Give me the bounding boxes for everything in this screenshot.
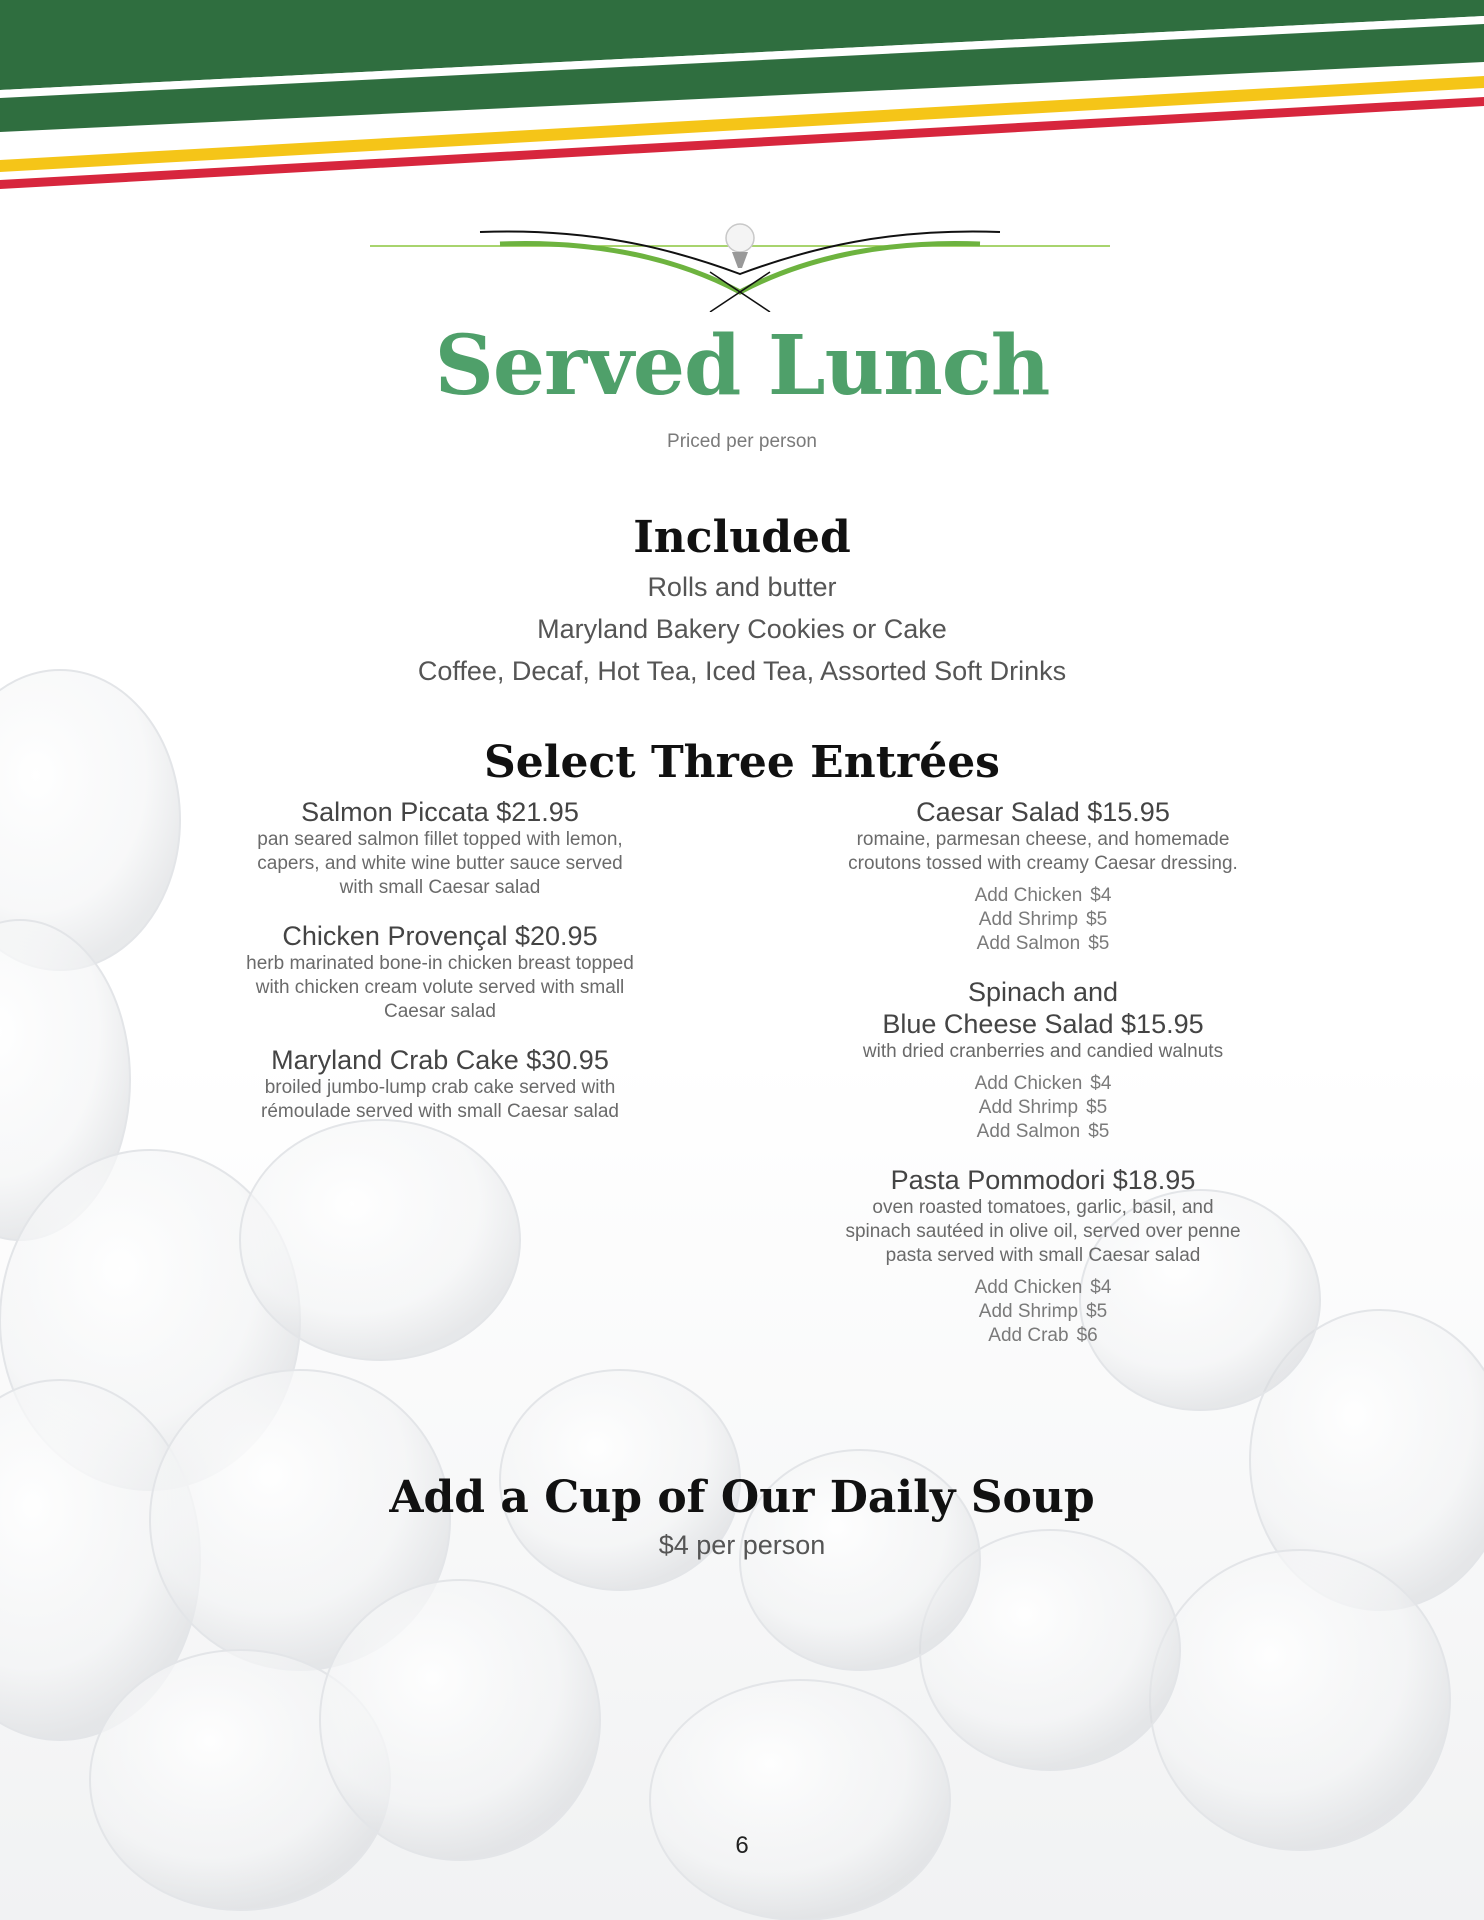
golf-tee-logo <box>370 222 1110 312</box>
addon-item <box>768 1096 1318 1120</box>
addon-label: Add Salmon <box>976 933 1081 954</box>
entrees-right-column <box>768 796 1318 1368</box>
addon-list <box>768 884 1318 956</box>
item-description: broiled jumbo-lump crab cake served with <box>264 1077 616 1098</box>
item-name: Spinach and <box>967 977 1119 1007</box>
item-name: Pasta Pommodori $18.95 <box>890 1165 1196 1195</box>
included-list <box>0 566 1484 692</box>
soup-price: $4 per person <box>658 1530 826 1560</box>
addon-price: $5 <box>1088 933 1110 954</box>
addon-label: Add Crab <box>988 1325 1069 1346</box>
item-description: romaine, parmesan cheese, and homemade <box>856 829 1230 850</box>
addon-price: $6 <box>1076 1325 1098 1346</box>
addon-label: Add Salmon <box>976 1121 1081 1142</box>
soup-heading: Add a Cup of Our Daily Soup <box>389 1472 1095 1523</box>
included-item: Rolls and butter <box>647 572 837 602</box>
item-description: croutons tossed with creamy Caesar dressing. <box>848 853 1238 874</box>
item-description: pan seared salmon fillet topped with lemon, <box>257 829 623 850</box>
menu-item-pasta-pommodori <box>768 1164 1318 1348</box>
addon-price: $4 <box>1090 1277 1112 1298</box>
menu-item-salmon-piccata <box>170 796 710 900</box>
addon-item <box>768 884 1318 908</box>
addon-price: $4 <box>1090 885 1112 906</box>
addon-price: $5 <box>1086 909 1108 930</box>
addon-label: Add Chicken <box>974 885 1083 906</box>
item-description: with small Caesar salad <box>339 877 541 898</box>
addon-label: Add Shrimp <box>978 1301 1079 1322</box>
addon-item <box>768 1072 1318 1096</box>
included-item: Maryland Bakery Cookies or Cake <box>537 614 947 644</box>
addon-item <box>768 1276 1318 1300</box>
entrees-left-column <box>170 796 710 1144</box>
addon-item <box>768 1120 1318 1144</box>
item-name: Blue Cheese Salad $15.95 <box>882 1009 1204 1039</box>
item-description: capers, and white wine butter sauce served <box>257 853 623 874</box>
item-description: rémoulade served with small Caesar salad <box>261 1101 619 1122</box>
menu-item-chicken-provencal <box>170 920 710 1024</box>
addon-list <box>768 1276 1318 1348</box>
addon-price: $5 <box>1086 1301 1108 1322</box>
entrees-heading: Select Three Entrées <box>484 737 1000 788</box>
addon-price: $5 <box>1086 1097 1108 1118</box>
item-description: with dried cranberries and candied walnuts <box>862 1041 1224 1062</box>
addon-label: Add Shrimp <box>978 909 1079 930</box>
addon-label: Add Shrimp <box>978 1097 1079 1118</box>
page-title: Served Lunch <box>434 318 1050 414</box>
addon-item <box>768 932 1318 956</box>
item-description: spinach sautéed in olive oil, served over penne <box>845 1221 1241 1242</box>
page-number: 6 <box>735 1832 749 1859</box>
item-name: Maryland Crab Cake $30.95 <box>271 1045 609 1075</box>
menu-item-caesar-salad <box>768 796 1318 956</box>
header-stripes <box>0 0 1484 200</box>
included-item: Coffee, Decaf, Hot Tea, Iced Tea, Assorted Soft Drinks <box>417 656 1067 686</box>
included-heading: Included <box>633 512 851 563</box>
item-description: oven roasted tomatoes, garlic, basil, and <box>872 1197 1214 1218</box>
addon-price: $5 <box>1088 1121 1110 1142</box>
addon-price: $4 <box>1090 1073 1112 1094</box>
item-description: herb marinated bone-in chicken breast topped <box>246 953 634 974</box>
item-description: with chicken cream volute served with small <box>255 977 625 998</box>
addon-label: Add Chicken <box>974 1277 1083 1298</box>
item-description: pasta served with small Caesar salad <box>885 1245 1201 1266</box>
item-name: Chicken Provençal $20.95 <box>282 921 598 951</box>
addon-item <box>768 1324 1318 1348</box>
addon-list <box>768 1072 1318 1144</box>
addon-item <box>768 1300 1318 1324</box>
menu-item-maryland-crab-cake <box>170 1044 710 1124</box>
addon-item <box>768 908 1318 932</box>
item-description: Caesar salad <box>384 1001 496 1022</box>
page-subtitle: Priced per person <box>667 431 817 452</box>
addon-label: Add Chicken <box>974 1073 1083 1094</box>
item-name: Caesar Salad $15.95 <box>916 797 1170 827</box>
item-name: Salmon Piccata $21.95 <box>301 797 579 827</box>
menu-item-spinach-blue-cheese-salad <box>768 976 1318 1144</box>
